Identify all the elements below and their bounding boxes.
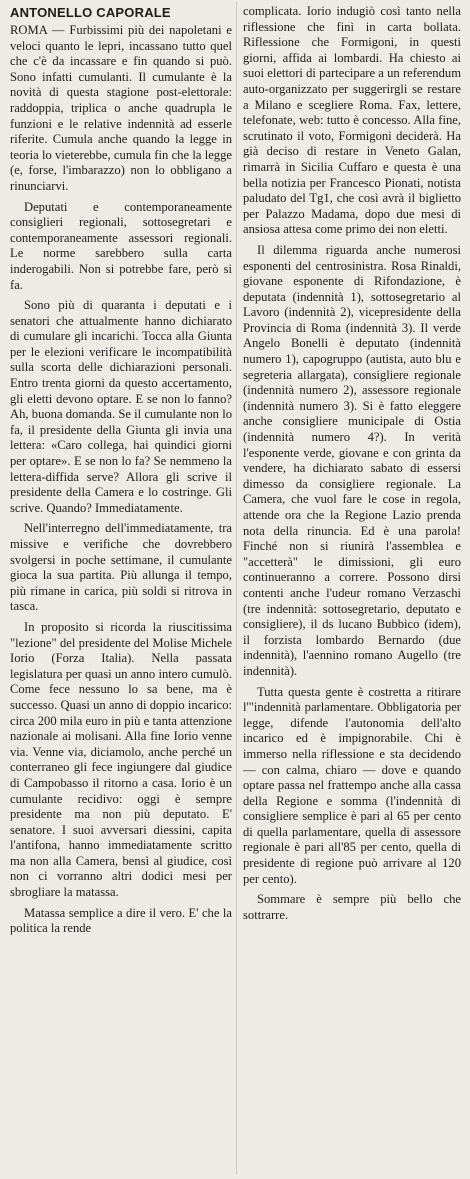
paragraph: Matassa semplice a dire il vero. E' che la politica la rende bbox=[10, 905, 232, 936]
author-byline: ANTONELLO CAPORALE bbox=[10, 5, 171, 20]
paragraph: Il dilemma riguarda anche numerosi esponenti del centrosinistra. Rosa Rinaldi, giovane esponente di Rifondazione, è deputata (indennità 1), sottosegretario al Lavoro (indennità 2), vicepresidente della Provincia di Roma (indennità 3). Il verde Angelo Bonelli è deputato (indennità numero 1), capogruppo (autista, auto blu e segreteria allargata), consigliere regionale (indennità numero 2), assessore regionale (indennità numero 3). Si è fatto eleggere anche consigliere municipale di Ostia (indennità numero 4?). In verità l'esponente verde, giovane e con grinta da vendere, ha dichiarato sabato di essersi dimesso da consigliere regionale. La Camera, che vuol fare le cose in regola, attende ora che la Regione Lazio prenda nota della rinuncia. Ed è una parola! Finché non si riunirà l'assemblea e "accetterà" le dimissioni, gli euro continueranno a correre. Possono dirsi contenti anche l'udeur romano Verzaschi (tre indennità: sottosegretario, deputato e consigliere), il ds lucano Bubbico (idem), il forzista lombardo Bernardo (due indennità), l'aennino romano Augello (tre indennità). bbox=[243, 242, 461, 678]
paragraph: Nell'interregno dell'immediatamente, tra missive e verifiche che dovrebbero svolgersi in poche settimane, il cumulante gioca la sua partita. Più allunga il tempo, più rimane in carica, più soldi si ritrova in tasca. bbox=[10, 521, 232, 614]
paragraph: Deputati e contemporaneamente consiglieri regionali, sottosegretari e contemporaneamente assessori regionali. Le norme sarebbero sulla carta inderogabili. Non si potrebbe fare, però si fa. bbox=[10, 199, 232, 292]
article-column-left bbox=[10, 23, 232, 937]
paragraph: Sono più di quaranta i deputati e i senatori che attualmente hanno dichiarato di cumulare gli incarichi. Tocca alla Giunta per le elezioni verificare le incompatibilità sulla scorta delle dichiarazioni personali. Entro trenta giorni da questo accertamento, gli eletti devono optare. E se non lo fanno? Ah, buona domanda. Se il cumulante non lo fa, il presidente della Giunta gli invia una lettera: «Caro collega, hai quindici giorni per optare». E se non lo fa? Se nemmeno la lettera-diffida serve? Allora gli scrive il presidente della Camera e lo costringe. Gli scrive. Quando? Immediatamente. bbox=[10, 298, 232, 515]
paragraph: Sommare è sempre più bello che sottrarre. bbox=[243, 892, 461, 922]
article-column-right bbox=[243, 4, 461, 923]
paragraph: ROMA — Furbissimi più dei napoletani e veloci quanto le lepri, incassano tutto quel che c'è da incassare e fin quando si può. Sono infatti cumulanti. Il cumulante è la novità di questa stagione post-elettorale: raddoppia, triplica o anche quadrupla le funzioni e le relative indennità ad esserle riferite. Cumula anche quando la legge in teoria lo vieterebbe, cumula fin che la legge (e, forse, l'imbarazzo) non lo obbligano a rinunciarvi. bbox=[10, 23, 232, 193]
paragraph: In proposito si ricorda la riuscitissima "lezione" del presidente del Molise Michele Iorio (Forza Italia). Nella passata legislatura per quasi un anno intero cumulò. Come fece nessuno lo sa bene, ma è successo. Quasi un anno di doppio incarico: circa 200 mila euro in più e tanta attenzione nazionale ai molisani. Alla fine Iorio venne via. Venne via, diciamolo, anche perché un conterraneo gli fece ingiungere dal giudice di Campobasso il ritorno a casa. Iorio è un cumulante recidivo: oggi è sempre presidente ma non più deputato. E' senatore. I suoi avversari diessini, capita l'antifona, hanno immediatamente scritto ma non alla Camera, bensì al giudice, così non ci vorranno altri dodici mesi per sbrogliare la matassa. bbox=[10, 619, 232, 900]
column-divider bbox=[236, 2, 237, 1174]
paragraph: complicata. Iorio indugiò così tanto nella riflessione che finì in carta bollata. Riflessione che Formigoni, in questi giorni, affida ai lombardi. Ha chiesto ai suoi elettori di partecipare a un referendum auto-organizzato per suggerirgli se restare a Milano e scegliere Roma. Fax, lettere, telefonate, web: tutto è concesso. Alla fine, scrutinato il voto, Formigoni deciderà. Ha già deciso di restare in Veneto Galan, rimarrà in Sicilia Cuffaro e questa è una bella notizia per Francesco Pionati, notista paludato del Tg1, che così avrà il biglietto per Palazzo Madama, dopo due mesi di ansiosa attesa come primo dei non eletti. bbox=[243, 4, 461, 237]
paragraph: Tutta questa gente è costretta a ritirare l'"indennità parlamentare. Obbligatoria per legge, difende l'autonomia dell'alto incarico ed è impignorabile. Chi è immerso nella riflessione e sta decidendo — con calma, chiaro — dove e quando optare passa nel frattempo anche alla cassa della Regione e somma (l'indennità di consigliere semplice è pari al 65 per cento di quella parlamentare, quella di assessore regionale è pari all'85 per cento, quella di presidente di regione può arrivare al 120 per cento). bbox=[243, 684, 461, 886]
